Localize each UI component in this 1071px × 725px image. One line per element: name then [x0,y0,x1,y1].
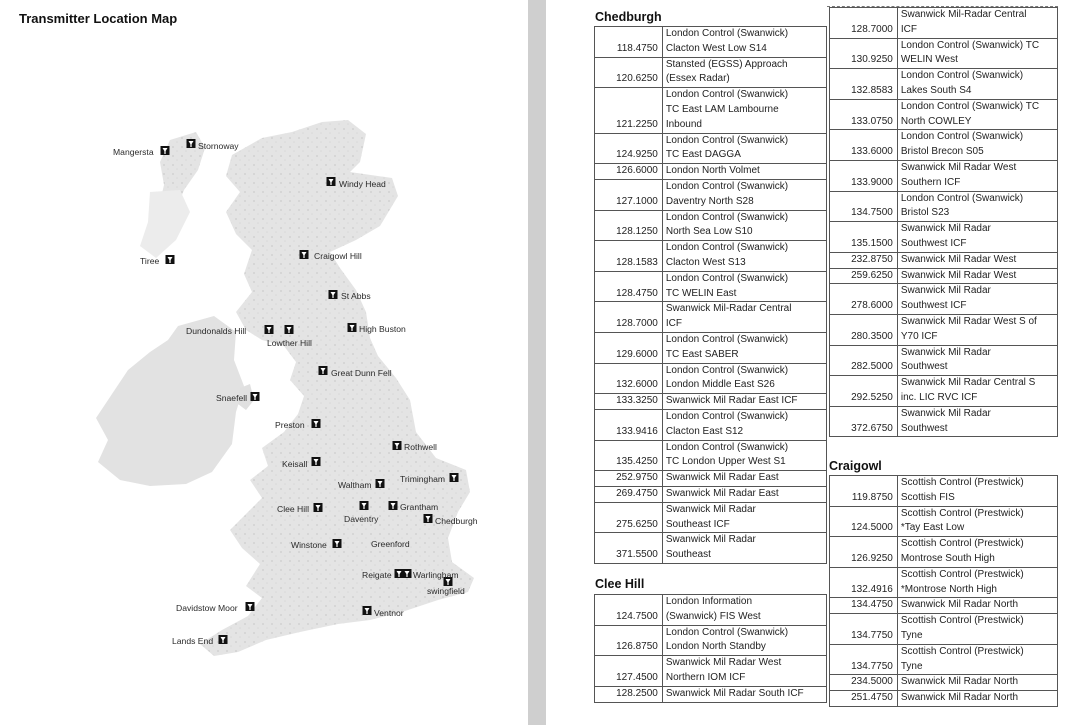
frequency-cell: 121.2250 [595,88,663,133]
chedburgh-title: Chedburgh [595,10,662,24]
table-row [595,363,827,394]
service-line: Scottish Control (Prestwick) [900,568,1024,580]
service-line: London Control (Swanwick) [665,272,789,284]
table-row [830,614,1058,645]
service-line: London Control (Swanwick) [900,70,1024,82]
label-snaefell: Snaefell [216,393,248,403]
continuation-table-body [830,8,1058,437]
frequency-cell: 135.1500 [830,222,898,253]
frequency-cell: 120.6250 [595,57,663,88]
frequency-cell: 135.4250 [595,440,663,471]
service-line: Swanwick Mil Radar West [665,657,782,669]
frequency-cell: 118.4750 [595,27,663,58]
frequency-cell: 132.8583 [830,69,898,100]
service-cell [897,99,1057,130]
table-row [830,99,1058,130]
frequency-cell: 119.8750 [830,476,898,507]
frequency-cell: 133.9000 [830,160,898,191]
service-cell [662,179,826,210]
service-line: London Control (Swanwick) [665,410,789,422]
service-line: Scottish Control (Prestwick) [900,507,1024,519]
service-cell [662,27,826,58]
table-row [595,502,827,533]
table-row [830,222,1058,253]
service-cell [662,332,826,363]
label-davidstow-moor: Davidstow Moor [176,603,238,613]
service-line: London Control (Swanwick) [900,131,1024,143]
frequency-cell: 128.1583 [595,241,663,272]
table-row [830,268,1058,284]
service-line: London North Standby [665,641,766,653]
table-row [595,471,827,487]
frequency-cell: 126.9250 [830,537,898,568]
frequency-cell: 134.4750 [830,598,898,614]
service-line: Bristol Brecon S05 [900,146,984,158]
service-cell [662,656,826,687]
frequency-cell: 130.9250 [830,38,898,69]
service-line: Swanwick Mil Radar North [900,599,1019,611]
map-title: Transmitter Location Map [19,11,178,26]
service-line: Swanwick Mil Radar West S of [900,315,1037,327]
service-cell [662,502,826,533]
service-line: TC East DAGGA [665,149,741,161]
service-cell [897,644,1057,675]
service-line: Swanwick Mil Radar Central S [900,377,1036,389]
page-gutter [528,0,546,725]
frequency-cell: 126.6000 [595,164,663,180]
label-daventry: Daventry [344,514,379,524]
label-clee-hill: Clee Hill [277,504,309,514]
frequency-cell: 252.9750 [595,471,663,487]
table-row [595,271,827,302]
frequency-cell: 132.6000 [595,363,663,394]
service-line: London Middle East S26 [665,379,775,391]
service-cell [897,476,1057,507]
service-cell [897,598,1057,614]
chedburgh-table [594,26,827,564]
label-high-buston: High Buston [359,324,406,334]
service-cell [897,614,1057,645]
table-row [595,440,827,471]
service-line: Tyne [900,629,923,641]
service-line: Swanwick Mil Radar West [900,269,1017,281]
service-line: Swanwick Mil Radar [900,407,991,419]
label-great-dunn-fell: Great Dunn Fell [331,368,392,378]
label-craigowl-hill: Craigowl Hill [314,251,362,261]
service-cell [662,57,826,88]
service-line: Scottish FIS [900,491,955,503]
service-line: Scottish Control (Prestwick) [900,477,1024,488]
service-line: Southwest ICF [900,300,967,312]
service-line: Southwest [900,422,948,434]
table-row [595,394,827,410]
service-cell [662,533,826,564]
service-line: inc. LIC RVC ICF [900,391,978,403]
table-row [595,486,827,502]
chedburgh-table-body [595,27,827,564]
label-st-abbs: St Abbs [341,291,371,301]
service-line: Y70 ICF [900,330,938,342]
service-line: London Control (Swanwick) [665,211,789,223]
frequency-cell: 133.0750 [830,99,898,130]
service-line: North COWLEY [900,115,972,127]
service-cell [897,376,1057,407]
label-preston: Preston [275,420,305,430]
service-cell [897,314,1057,345]
service-line: WELIN West [900,54,958,66]
service-line: TC London Upper West S1 [665,456,786,468]
service-line: London Control (Swanwick) [665,626,789,638]
service-cell [897,506,1057,537]
table-row [595,133,827,164]
service-line: London Control (Swanwick) [900,192,1024,204]
table-row [595,210,827,241]
frequency-cell: 269.4750 [595,486,663,502]
frequency-cell: 127.4500 [595,656,663,687]
label-windy-head: Windy Head [339,179,386,189]
service-line: London Control (Swanwick) [665,364,789,376]
label-chedburgh: Chedburgh [435,516,478,526]
table-row [595,409,827,440]
label-grantham: Grantham [400,502,439,512]
service-cell [897,191,1057,222]
service-line: TC WELIN East [665,287,737,299]
label-stornoway: Stornoway [198,141,239,151]
service-line: *Montrose North High [900,583,997,595]
table-row [830,644,1058,675]
table-row [595,241,827,272]
craigowl-table-body [830,476,1058,707]
label-mangersta: Mangersta [113,147,154,157]
service-line: London Control (Swanwick) [665,333,789,345]
map-page [0,0,528,725]
frequency-cell: 128.7000 [830,8,898,39]
service-line: Scottish Control (Prestwick) [900,538,1024,550]
frequency-cell: 292.5250 [830,376,898,407]
table-row [595,164,827,180]
service-line: Daventry North S28 [665,195,754,207]
service-line: London Control (Swanwick) TC [900,39,1040,51]
service-cell [897,675,1057,691]
service-line: London Control (Swanwick) [665,28,789,39]
label-waltham: Waltham [338,480,372,490]
service-line: Southwest ICF [900,237,967,249]
frequency-cell: 234.5000 [830,675,898,691]
frequency-cell: 129.6000 [595,332,663,363]
service-cell [662,409,826,440]
service-line: Southern ICF [900,176,961,188]
service-line: Scottish Control (Prestwick) [900,615,1024,627]
table-row [830,506,1058,537]
service-line: Northern IOM ICF [665,671,746,683]
frequency-cell: 124.7500 [595,595,663,626]
service-cell [897,284,1057,315]
service-line: Swanwick Mil Radar North [900,676,1019,688]
service-cell [897,345,1057,376]
label-tiree: Tiree [140,256,160,266]
service-line: (Swanwick) FIS West [665,610,761,622]
clee-hill-title: Clee Hill [595,577,645,591]
table-row [595,595,827,626]
service-cell [897,537,1057,568]
service-line: Swanwick Mil Radar East [665,487,779,499]
service-line: Swanwick Mil-Radar Central [665,303,792,315]
service-line: London Control (Swanwick) TC [900,100,1040,112]
label-greenford: Greenford [371,539,410,549]
service-line: Lakes South S4 [900,84,972,96]
frequency-cell: 282.5000 [830,345,898,376]
service-line: Swanwick Mil Radar [665,503,756,515]
service-line: Southeast ICF [665,518,730,530]
service-line: Swanwick Mil Radar [900,346,991,358]
service-cell [662,363,826,394]
service-line: Montrose South High [900,552,995,564]
frequency-cell: 134.7750 [830,614,898,645]
table-row [830,252,1058,268]
table-row [830,191,1058,222]
service-cell [662,686,826,702]
frequency-cell: 128.7000 [595,302,663,333]
frequency-cell: 133.6000 [830,130,898,161]
frequency-cell: 134.7500 [830,191,898,222]
table-row [830,8,1058,39]
service-line: Bristol S23 [900,207,950,219]
service-line: Stansted (EGSS) Approach [665,58,788,70]
table-row [830,598,1058,614]
service-line: Clacton East S12 [665,425,744,437]
label-keisall: Keisall [282,459,308,469]
service-cell [897,222,1057,253]
frequency-cell: 133.3250 [595,394,663,410]
service-line: Clacton West Low S14 [665,42,767,54]
service-cell [662,394,826,410]
service-line: Swanwick Mil Radar West [900,161,1017,173]
table-row [830,160,1058,191]
frequency-cell: 128.4750 [595,271,663,302]
service-cell [662,625,826,656]
service-line: Inbound [665,118,702,130]
table-row [595,332,827,363]
table-row [830,476,1058,507]
frequency-cell: 134.7750 [830,644,898,675]
service-line: TC East LAM Lambourne [665,103,779,115]
service-line: Swanwick Mil Radar West [900,253,1017,265]
table-row [595,27,827,58]
service-line: Swanwick Mil Radar East [665,472,779,484]
service-line: ICF [665,318,682,330]
table-row [830,567,1058,598]
frequency-cell: 259.6250 [830,268,898,284]
service-cell [662,133,826,164]
frequency-cell: 280.3500 [830,314,898,345]
service-cell [662,210,826,241]
frequency-cell: 371.5500 [595,533,663,564]
table-row [595,179,827,210]
table-row [595,57,827,88]
service-cell [897,268,1057,284]
table-row [595,656,827,687]
table-row [830,284,1058,315]
service-cell [662,164,826,180]
service-line: London Control (Swanwick) [665,441,789,453]
label-warlingham: Warlingham [413,570,459,580]
service-cell [662,88,826,133]
frequency-cell: 133.9416 [595,409,663,440]
frequency-cell: 278.6000 [830,284,898,315]
service-cell [662,241,826,272]
service-line: London North Volmet [665,165,760,177]
craigowl-title: Craigowl [829,459,882,473]
service-cell [897,252,1057,268]
table-row [830,537,1058,568]
service-cell [897,406,1057,437]
table-row [830,345,1058,376]
service-cell [662,302,826,333]
frequency-cell: 132.4916 [830,567,898,598]
service-line: (Essex Radar) [665,73,730,85]
table-row [595,533,827,564]
table-row [830,69,1058,100]
service-cell [897,160,1057,191]
frequency-cell: 126.8750 [595,625,663,656]
service-line: Swanwick Mil Radar South ICF [665,687,804,699]
frequency-cell: 232.8750 [830,252,898,268]
service-line: Swanwick Mil Radar North [900,692,1019,704]
service-line: North Sea Low S10 [665,226,753,238]
craigowl-table [829,475,1058,707]
frequency-cell: 127.1000 [595,179,663,210]
service-cell [897,69,1057,100]
service-cell [897,8,1057,39]
service-line: Swanwick Mil Radar [665,534,756,546]
service-line: Southeast [665,549,711,561]
label-lowther-hill: Lowther Hill [267,338,312,348]
service-line: Swanwick Mil-Radar Central [900,9,1027,20]
label-ventnor: Ventnor [374,608,404,618]
service-line: ICF [900,23,917,35]
continuation-table [829,7,1058,437]
service-line: Clacton West S13 [665,256,746,268]
service-cell [662,271,826,302]
label-rothwell: Rothwell [404,442,437,452]
frequency-cell: 128.1250 [595,210,663,241]
service-line: Southwest [900,361,948,373]
service-line: Tyne [900,660,923,672]
service-cell [662,440,826,471]
frequency-cell: 275.6250 [595,502,663,533]
service-line: Swanwick Mil Radar [900,223,991,235]
inner-islands-landmass [140,190,190,258]
service-line: London Control (Swanwick) [665,134,789,146]
table-row [830,376,1058,407]
service-cell [662,471,826,487]
label-winstone: Winstone [291,540,327,550]
service-cell [897,567,1057,598]
service-cell [662,486,826,502]
table-row [830,38,1058,69]
service-line: TC East SABER [665,348,739,360]
table-row [595,625,827,656]
label-reigate: Reigate [362,570,392,580]
frequency-cell: 124.5000 [830,506,898,537]
service-line: London Control (Swanwick) [665,180,789,192]
service-line: London Control (Swanwick) [665,89,789,101]
service-line: *Tay East Low [900,522,965,534]
service-line: London Information [665,596,753,607]
service-cell [662,595,826,626]
service-cell [897,38,1057,69]
table-row [595,302,827,333]
frequency-cell: 251.4750 [830,691,898,707]
frequency-cell: 372.6750 [830,406,898,437]
clee-hill-table-body [595,595,827,703]
table-row [595,88,827,133]
table-row [595,686,827,702]
label-trimingham: Trimingham [400,474,446,484]
frequency-cell: 124.9250 [595,133,663,164]
transmitter-map [0,0,528,725]
label-swingfield: swingfield [427,586,465,596]
frequency-cell: 128.2500 [595,686,663,702]
table-row [830,406,1058,437]
service-line: Swanwick Mil Radar East ICF [665,395,798,407]
label-lands-end: Lands End [172,636,214,646]
service-line: London Control (Swanwick) [665,242,789,254]
label-dundonalds-hill: Dundonalds Hill [186,326,247,336]
table-row [830,675,1058,691]
table-row [830,691,1058,707]
clee-hill-table [594,594,827,703]
service-cell [897,130,1057,161]
service-line: Swanwick Mil Radar [900,285,991,297]
table-row [830,314,1058,345]
service-line: Scottish Control (Prestwick) [900,645,1024,657]
table-row [830,130,1058,161]
service-cell [897,691,1057,707]
